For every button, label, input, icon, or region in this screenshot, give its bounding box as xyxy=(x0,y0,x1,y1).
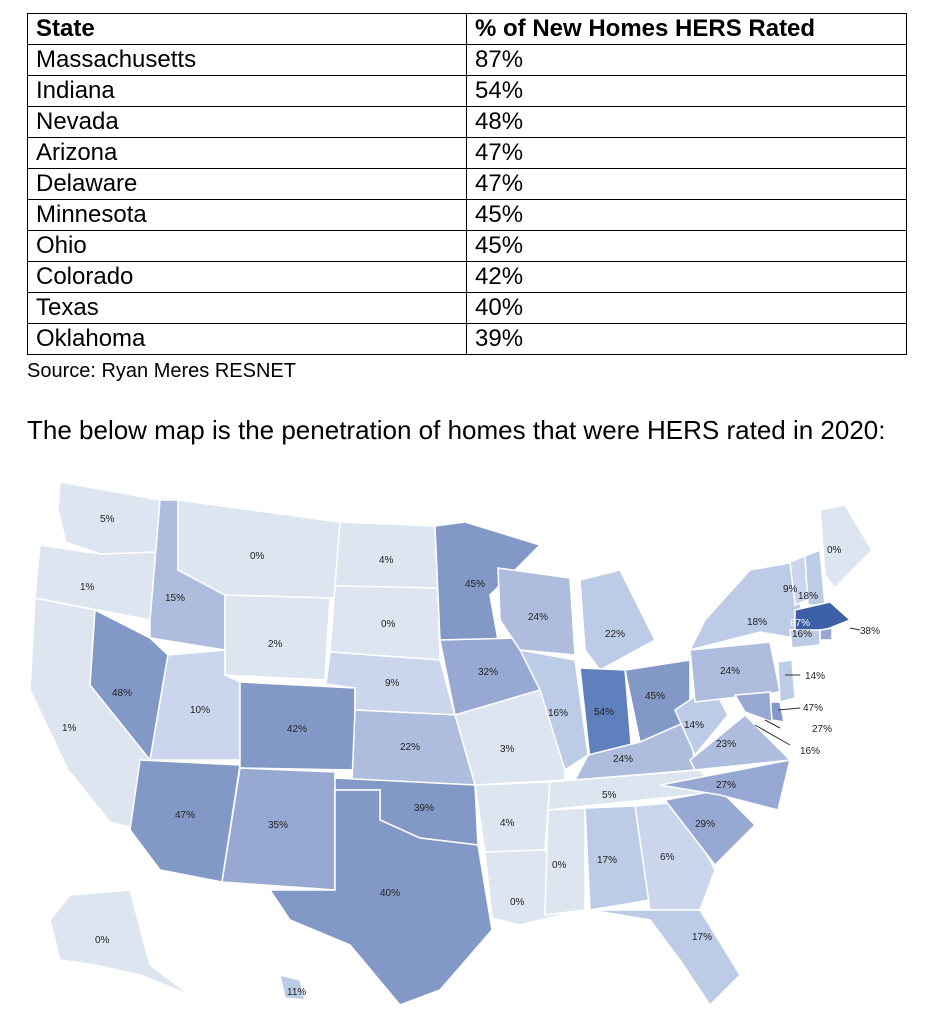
label-ks: 22% xyxy=(400,742,421,753)
state-cell: Oklahoma xyxy=(28,324,467,355)
label-oh: 45% xyxy=(645,691,666,702)
label-wa: 5% xyxy=(100,514,115,525)
table-row xyxy=(28,324,907,355)
table-row xyxy=(28,138,907,169)
label-ri: 38% xyxy=(860,626,881,637)
state-ri xyxy=(820,628,832,640)
label-hi: 11% xyxy=(287,987,307,998)
label-mo: 3% xyxy=(500,744,515,755)
percent-cell: 39% xyxy=(467,324,907,355)
label-nm: 35% xyxy=(268,820,289,831)
hers-table xyxy=(27,13,907,355)
state-cell: Massachusetts xyxy=(28,45,467,76)
label-fl: 17% xyxy=(692,932,713,943)
state-md xyxy=(735,692,772,722)
state-cell: Indiana xyxy=(28,76,467,107)
table-row xyxy=(28,200,907,231)
table-row xyxy=(28,169,907,200)
label-va: 23% xyxy=(716,739,737,750)
state-shapes xyxy=(30,482,872,1005)
map-caption: The below map is the penetration of homes that were HERS rated in 2020: xyxy=(27,415,886,445)
label-nc: 27% xyxy=(716,780,737,791)
label-ut: 10% xyxy=(190,705,211,716)
state-cell: Colorado xyxy=(28,262,467,293)
percent-cell: 45% xyxy=(467,200,907,231)
label-pa: 24% xyxy=(720,666,741,677)
label-ca: 1% xyxy=(62,723,77,734)
table-row xyxy=(28,76,907,107)
state-ar xyxy=(475,782,550,852)
label-ms: 0% xyxy=(552,860,567,871)
state-az xyxy=(130,760,240,882)
label-mn: 45% xyxy=(465,579,486,590)
percent-cell: 42% xyxy=(467,262,907,293)
label-me: 0% xyxy=(827,545,842,556)
label-nh: 18% xyxy=(798,591,819,602)
label-tx: 40% xyxy=(380,888,401,899)
label-or: 1% xyxy=(80,582,95,593)
label-mt: 0% xyxy=(250,551,265,562)
label-tn: 5% xyxy=(602,790,617,801)
table-header-row xyxy=(28,14,907,45)
header-percent: % of New Homes HERS Rated xyxy=(467,14,907,45)
header-state: State xyxy=(28,14,467,45)
label-ny: 18% xyxy=(747,617,768,628)
table-row xyxy=(28,293,907,324)
label-ok: 39% xyxy=(414,803,435,814)
label-id: 15% xyxy=(165,593,186,604)
label-co: 42% xyxy=(287,724,308,735)
state-mi xyxy=(580,570,655,670)
state-cell: Arizona xyxy=(28,138,467,169)
label-ar: 4% xyxy=(500,818,515,829)
state-cell: Ohio xyxy=(28,231,467,262)
percent-cell: 48% xyxy=(467,107,907,138)
label-ga: 6% xyxy=(660,852,675,863)
label-az: 47% xyxy=(175,810,196,821)
state-ny xyxy=(690,562,805,650)
state-cell: Texas xyxy=(28,293,467,324)
label-md: 27% xyxy=(812,724,833,735)
us-map xyxy=(0,470,931,1020)
table-row xyxy=(28,231,907,262)
state-mt xyxy=(178,500,340,598)
state-nj xyxy=(778,660,795,702)
state-cell: Minnesota xyxy=(28,200,467,231)
state-cell: Delaware xyxy=(28,169,467,200)
label-de: 47% xyxy=(803,703,824,714)
percent-cell: 40% xyxy=(467,293,907,324)
label-ne: 9% xyxy=(385,678,400,689)
label-sc: 29% xyxy=(695,819,716,830)
label-dc: 16% xyxy=(800,746,821,757)
label-ma: 87% xyxy=(790,618,811,629)
percent-cell: 47% xyxy=(467,169,907,200)
label-ct: 16% xyxy=(792,629,813,640)
label-nv: 48% xyxy=(112,688,133,699)
state-ak xyxy=(50,890,190,995)
label-sd: 0% xyxy=(381,619,396,630)
label-wv: 14% xyxy=(684,720,705,731)
state-cell: Nevada xyxy=(28,107,467,138)
source-note: Source: Ryan Meres RESNET xyxy=(27,360,296,382)
table-row xyxy=(28,107,907,138)
label-nd: 4% xyxy=(379,555,394,566)
label-wy: 2% xyxy=(268,639,283,650)
label-nj: 14% xyxy=(805,671,826,682)
state-fl xyxy=(590,910,740,1005)
label-mi: 22% xyxy=(605,629,626,640)
label-in: 54% xyxy=(594,707,615,718)
table-row xyxy=(28,262,907,293)
label-al: 17% xyxy=(597,855,618,866)
label-vt: 9% xyxy=(783,584,798,595)
label-ak: 0% xyxy=(95,935,110,946)
label-il: 16% xyxy=(548,708,569,719)
label-la: 0% xyxy=(510,897,525,908)
label-wi: 24% xyxy=(528,612,549,623)
percent-cell: 47% xyxy=(467,138,907,169)
percent-cell: 54% xyxy=(467,76,907,107)
state-wy xyxy=(225,595,330,680)
percent-cell: 45% xyxy=(467,231,907,262)
label-ky: 24% xyxy=(613,754,634,765)
label-ia: 32% xyxy=(478,667,499,678)
percent-cell: 87% xyxy=(467,45,907,76)
table-row xyxy=(28,45,907,76)
